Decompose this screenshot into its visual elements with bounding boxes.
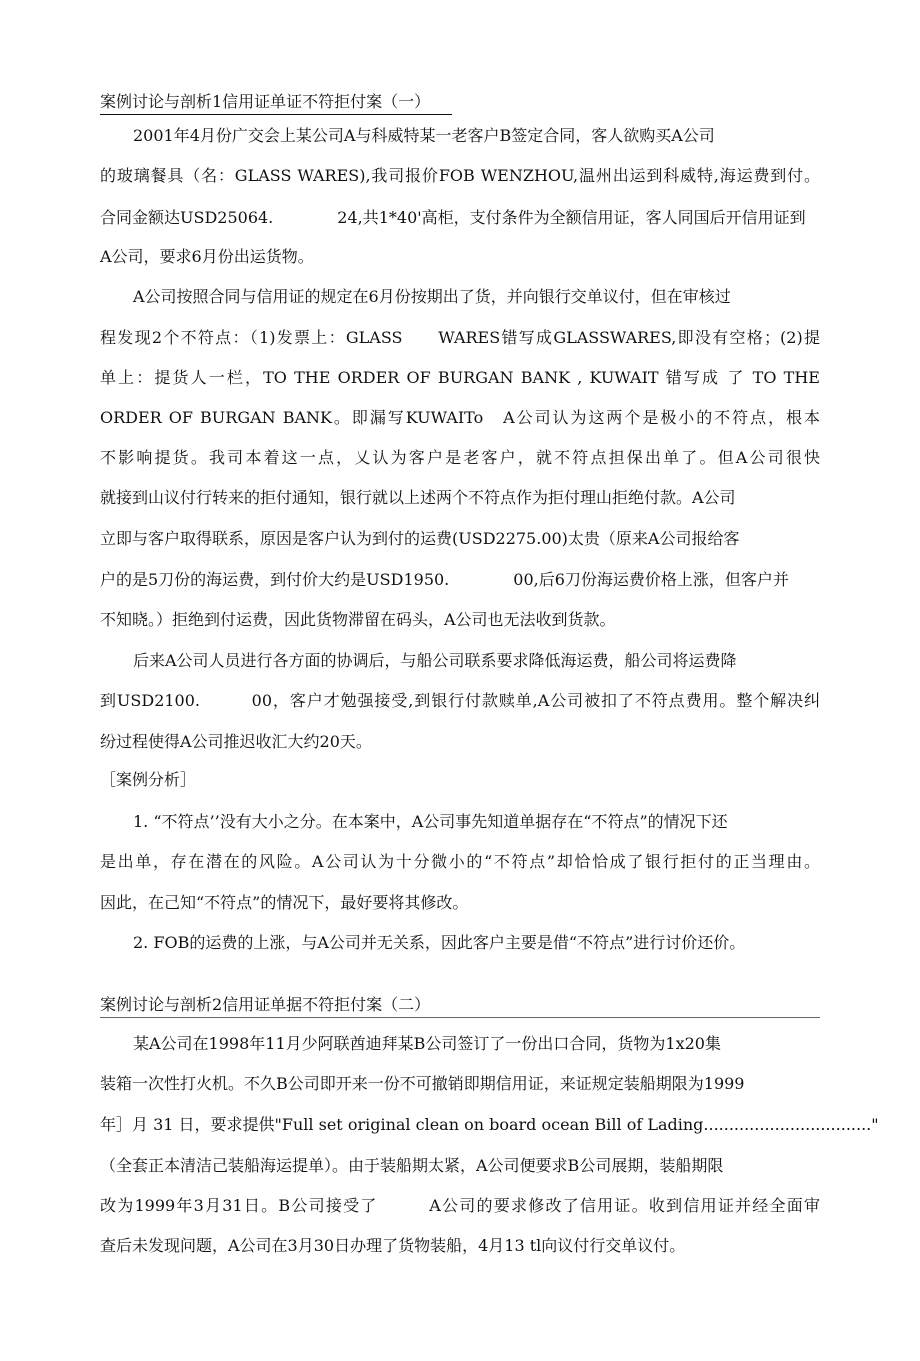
case2-paragraph-line: （全套正本清洁己装船海运提单）。由于装船期太紧，A公司便要求B公司展期，装船期限 <box>100 1156 724 1175</box>
case2-paragraph-line: 查后未发现问题，A公司在3月30日办理了货物装船，4月13 tl向议付行交单议付。 <box>100 1236 686 1255</box>
case1-paragraph-line: 到USD2100. 00，客户才勉强接受,到银行付款赎单,A公司被扣了不符点费用。整个解决纠 <box>100 691 820 710</box>
case1-paragraph-line: A公司按照合同与信用证的规定在6月份按期出了货，并向银行交单议付，但在审核过 <box>133 287 731 306</box>
case1-paragraph-line: 合同金额达USD25064. 24,共1*40'高柜，支付条件为全额信用证，客人同国后开信用证到 <box>100 208 806 227</box>
case1-title: 案例讨论与剖析1信用证单证不符拒付案（一） <box>100 92 452 115</box>
case1-paragraph-line: 就接到山议付行转来的拒付通知，银行就以上述两个不符点作为拒付理山拒绝付款。A公司 <box>100 488 736 507</box>
case1-analysis-line: 1. “不符点’’没有大小之分。在本案中，A公司事先知道单据存在“不符点”的情况下还 <box>133 812 728 831</box>
case1-paragraph-line: 不影响提货。我司本着这一点，乂认为客户是老客户，就不符点担保出单了。但A公司很快 <box>100 448 820 467</box>
case2-title: 案例讨论与剖析2信用证单据不符拒付案（二） <box>100 995 820 1018</box>
case1-paragraph-line: A公司，要求6月份出运货物。 <box>100 247 314 266</box>
case1-analysis-line: 是出单，存在潜在的风险。A公司认为十分微小的“不符点”却恰恰成了银行拒付的正当理由。 <box>100 852 820 871</box>
case-analysis-heading: ［案例分析］ <box>100 770 197 789</box>
case1-paragraph-line: 户的是5刀份的海运费，到付价大约是USD1950. 00,后6刀份海运费价格上涨，但客户并 <box>100 570 789 589</box>
case1-paragraph-line: 不知晓。）拒绝到付运费，因此货物滞留在码头，A公司也无法收到货款。 <box>100 610 616 629</box>
case1-analysis-line: 2. FOB的运费的上涨，与A公司并无关系，因此客户主要是借“不符点”进行讨价还价。 <box>133 933 746 952</box>
case1-paragraph-line: 的玻璃餐具（名：GLASS WARES),我司报价FOB WENZHOU,温州出运到科威特,海运费到付。 <box>100 166 820 185</box>
case2-paragraph-line: 改为1999年3月31日。B公司接受了 A公司的要求修改了信用证。收到信用证并经全面审 <box>100 1196 820 1215</box>
case1-paragraph-line: 立即与客户取得联系，原因是客户认为到付的运费(USD2275.00)太贵（原来A公司报给客 <box>100 529 740 548</box>
case1-paragraph-line: 纷过程使得A公司推迟收汇大约20天。 <box>100 732 372 751</box>
case2-paragraph-line: 装箱一次性打火机。不久B公司即开来一份不可撤销即期信用证，来证规定装船期限为1999 <box>100 1074 745 1093</box>
case1-paragraph-line: 单上：提货人一栏，TO THE ORDER OF BURGAN BANK , KUWAIT 错写成 了 TO THE <box>100 368 820 387</box>
case2-paragraph-line: 年］月 31 日，要求提供"Full set original clean on board ocean Bill of Lading................................." <box>100 1115 879 1134</box>
case1-paragraph-line: ORDER OF BURGAN BANK。即漏写KUWAITo A公司认为这两个是极小的不符点，根本 <box>100 408 820 427</box>
case1-paragraph-line: 2001年4月份广交会上某公司A与科威特某一老客户B签定合同，客人欲购买A公司 <box>133 126 715 145</box>
case1-analysis-line: 因此，在己知“不符点”的情况下，最好要将其修改。 <box>100 893 469 912</box>
case1-paragraph-line: 程发现2个不符点：（1)发票上：GLASS WARES错写成GLASSWARES,即没有空格；(2)提 <box>100 328 820 347</box>
case1-paragraph-line: 后来A公司人员进行各方面的协调后，与船公司联系要求降低海运费，船公司将运费降 <box>133 651 737 670</box>
case2-paragraph-line: 某A公司在1998年11月少阿联酋迪拜某B公司签订了一份出口合同，货物为1x20集 <box>133 1034 721 1053</box>
